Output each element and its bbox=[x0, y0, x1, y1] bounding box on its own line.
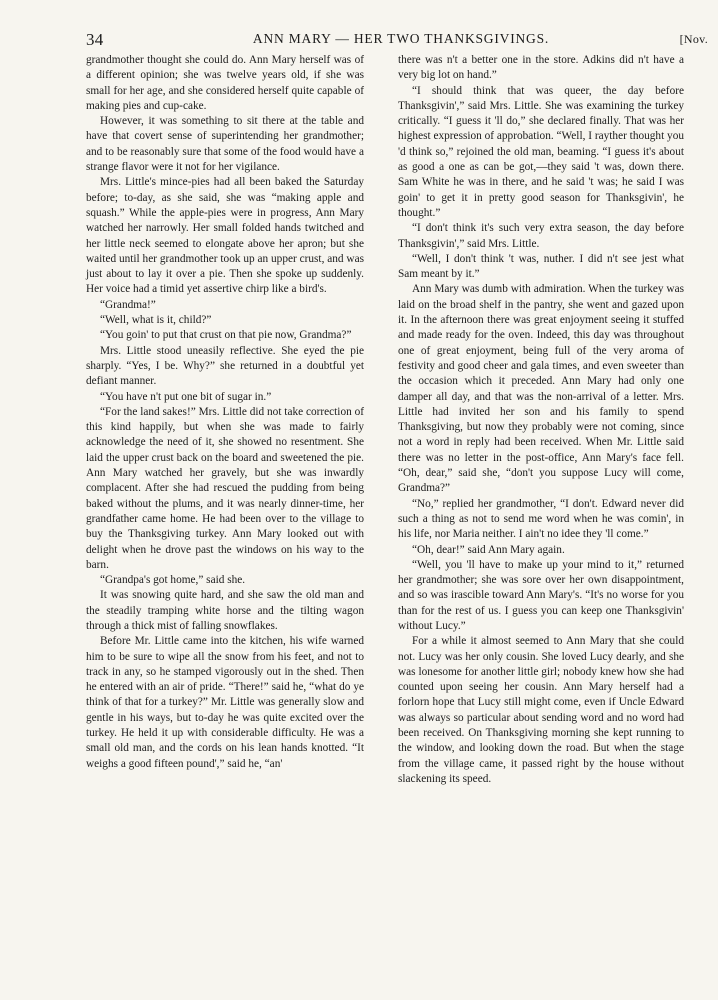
issue-month: [Nov. bbox=[679, 32, 708, 46]
paragraph: For a while it almost seemed to Ann Mary that she could not. Lucy was her only cousin. She loved Lucy dearly, and she was lonesome for another little girl; nobody knew how she had counted upon seeing her cousin. Ann Mary herself had a forlorn hope that Lucy still might come, even if Uncle Edward was always so particular about sending word and no word had been received. On Thanksgiving morning she kept running to the window, and looking down the road. But when the stage from the village came, it passed right by the house without slackening its speed. bbox=[398, 635, 684, 785]
page-number: 34 bbox=[86, 30, 104, 49]
paragraph: “I don't think it's such very extra season, the day before Thanksgivin',” said Mrs. Little. bbox=[398, 222, 684, 250]
paragraph: “For the land sakes!” Mrs. Little did not take correction of this kind happily, but when she was made to fairly acknowledge the need of it, she showed no resentment. She laid the upper crust back on the board and sweetened the pie. Ann Mary watched her gravely, but she was inwardly complacent. After she had rescued the pudding from being baked without the plums, and it was nearly dinner-time, her grandfather came home. He had been over to the village to buy the Thanksgiving turkey. Ann Mary looked out with delight when he drove past the windows on his way to the barn. bbox=[86, 405, 364, 571]
paragraph: Ann Mary was dumb with admiration. When the turkey was laid on the broad shelf in the pantry, she went and gazed upon it. In the afternoon there was great enjoyment seeing it stuffed and made ready for the oven. Indeed, this day was throughout one of great enjoyment, being full of the very aroma of festivity and good cheer and gala times, and even sweeter than the occasion which it preceded. Ann Mary had only one damper all day, and that was the non-arrival of a letter. Mrs. Little had invited her son and his family to spend Thanksgiving, but now they probably were not coming, since not a word in reply had been received. When Mr. Little said there was no letter in the post-office, Ann Mary's face fell. “Oh, dear,” said she, “don't you suppose Lucy will come, Grandma?” bbox=[398, 283, 684, 495]
paragraph: “Well, you 'll have to make up your mind to it,” returned her grandmother; she was sore over her own disappointment, and so was irascible toward Ann Mary's. “It's no worse for you than for the rest of us. I guess you can keep one Thanksgivin' without Lucy.” bbox=[398, 558, 684, 632]
running-title: ANN MARY — HER TWO THANKSGIVINGS. bbox=[252, 31, 550, 46]
paragraph: “Oh, dear!” said Ann Mary again. bbox=[412, 543, 565, 556]
left-column bbox=[86, 53, 364, 772]
paragraph: “Grandma!” bbox=[100, 298, 156, 311]
paragraph: Mrs. Little stood uneasily reflective. She eyed the pie sharply. “Yes, I be. Why?” she returned in a doubtful yet defiant manner. bbox=[86, 344, 364, 388]
paragraph: “Grandpa's got home,” said she. bbox=[100, 574, 246, 587]
paragraph: Mrs. Little's mince-pies had all been baked the Saturday before; to-day, as she said, she was “making apple and squash.” While the apple-pies were in progress, Ann Mary watched her narrowly. Her small folded hands twitched and her little neck seemed to elongate above her apron; but she waited until her grandmother took up an upper crust, and was just about to lay it over a pie. Then she spoke up suddenly. Her voice had a timid yet assertive chirp like a bird's. bbox=[86, 176, 364, 296]
paragraph: “Well, I don't think 't was, nuther. I did n't see jest what Sam meant by it.” bbox=[398, 252, 684, 281]
paragraph: “You goin' to put that crust on that pie now, Grandma?” bbox=[100, 329, 352, 342]
paragraph: “Well, what is it, child?” bbox=[100, 314, 212, 327]
paragraph: It was snowing quite hard, and she saw the old man and the steadily tramping white horse and the tilting wagon through a thick mist of falling snowflakes. bbox=[86, 589, 364, 632]
right-column bbox=[398, 53, 684, 787]
paragraph: However, it was something to sit there at the table and have that covert sense of superintending her grandmother; and to be reasonably sure that some of the food would have a strange flavor were it not for her vigilance. bbox=[86, 115, 364, 174]
paragraph: Before Mr. Little came into the kitchen, his wife warned him to be sure to wipe all the snow from his feet, and not to track in any, so he stamped vigorously out in the shed. Then he entered with an air of pride. “There!” said he, “what do ye think of that for a turkey?” Mr. Little was generally slow and gentle in his ways, but to-day he was quite excited over the turkey. He held it up with considerable difficulty. He was a small old man, and the cords on his lean hands knotted. “It weighs a good fifteen pound',” said he, “an' bbox=[86, 635, 364, 770]
paragraph: “I should think that was queer, the day before Thanksgivin',” said Mrs. Little. She was examining the turkey critically. “I guess it 'll do,” she declared finally. That was her highest expression of approbation. “Well, I rayther thought you 'd think so,” rejoined the old man, beaming. “I guess it's about as good a one as can be got,—they said 't was, down there. Sam White he was in there, and he said 't was; he said I was goin' to get it in pretty good season for Thanksgivin', he thought.” bbox=[398, 84, 684, 219]
paragraph: grandmother thought she could do. Ann Mary herself was of a different opinion; she was twelve years old, if she was small for her age, and she considered herself quite capable of making pies and cup-cake. bbox=[86, 54, 364, 112]
paragraph: “You have n't put one bit of sugar in.” bbox=[100, 390, 272, 403]
paragraph: there was n't a better one in the store. Adkins did n't have a very big lot on hand.” bbox=[398, 54, 684, 82]
running-header bbox=[86, 30, 716, 50]
paragraph: “No,” replied her grandmother, “I don't. Edward never did such a thing as not to send me word when he was comin', in his life, nor Maria neither. I ain't no idee they 'll come.” bbox=[398, 497, 684, 541]
